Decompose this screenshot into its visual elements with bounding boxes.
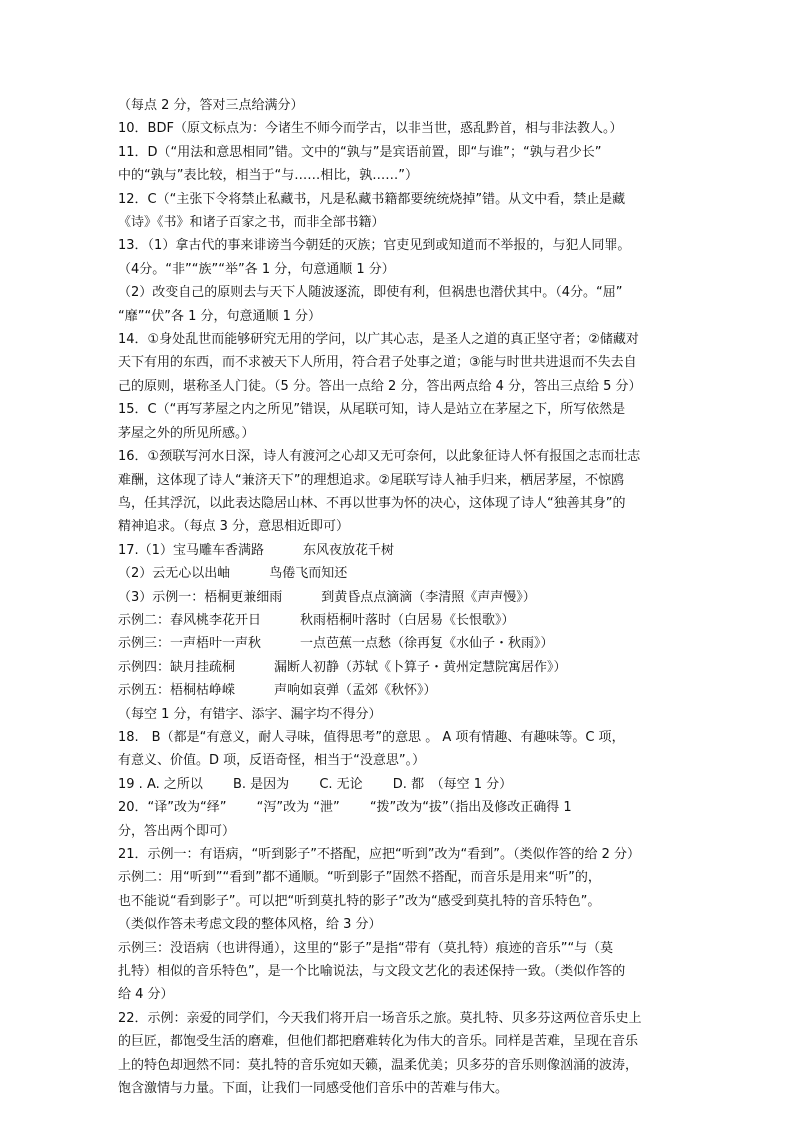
text-line: 天下有用的东西，而不求被天下人所用，符合君子处事之道；③能与时世共进退而不失去自 — [118, 355, 637, 371]
text-line: 的巨匠，都饱受生活的磨难，但他们都把磨难转化为伟大的音乐。同样是苦难，呈现在音乐 — [118, 1034, 639, 1050]
text-line: 精神追求。（每点 3 分，意思相近即可） — [118, 519, 350, 535]
answer-21: 21．示例一：有语病，“听到影子”不搭配，应把“听到”改为“看到”。（类似作答的给 2 分） — [118, 847, 640, 862]
text-line: （类似作答未考虑文段的整体风格，给 3 分） — [118, 917, 382, 933]
text-line: 上的特色却迥然不同：莫扎特的音乐宛如天籁，温柔优美；贝多芬的音乐则像汹涌的波涛， — [118, 1057, 639, 1073]
answer-12: 12．C（“主张下令将禁止私藏书，凡是私藏书籍都要统统烧掉”错。从文中看，禁止是藏 — [118, 191, 626, 207]
text-line: 示例三：一声梧叶一声秋 一点芭蕉一点愁（徐再复《水仙子・秋雨》） — [118, 636, 554, 652]
answer-17: 17.（1）宝马雕车香满路 东风夜放花千树 — [118, 542, 394, 558]
answer-14: 14．①身处乱世而能够研究无用的学问，以广其心志，是圣人之道的真正坚守者；②储藏对 — [118, 332, 639, 348]
answer-18: 18. B（都是“有意义，耐人寻味，值得思考”的意思 。 A 项有情趣、有趣味等。C 项， — [118, 729, 625, 745]
text-line: 鸟，任其浮沉，以此表达隐居山林、不再以世事为怀的决心，这体现了诗人“独善其身”的 — [118, 495, 626, 511]
text-line: （2）云无心以出岫 鸟倦飞而知还 — [118, 566, 348, 582]
text-line: （4分。“非”“族”“举”各 1 分，句意通顺 1 分） — [118, 261, 395, 277]
text-line: 难酬，这体现了诗人“兼济天下”的理想追求。②尾联写诗人袖手归来，栖居茅屋，不惊鸥 — [118, 472, 625, 488]
text-line: 有意义、价值。D 项，反语奇怪，相当于“没意思”。） — [118, 753, 426, 769]
text-line: （2）改变自己的原则去与天下人随波逐流，即使有利，但祸患也潜伏其中。（4分。“屈” — [118, 285, 623, 301]
text-line: 给 4 分） — [118, 987, 174, 1003]
text-line: 也不能说“看到影子”。可以把“听到莫扎特的影子”改为“感受到莫扎特的音乐特色”。 — [118, 893, 601, 909]
text-line: 饱含激情与力量。下面，让我们一同感受他们音乐中的苦难与伟大。 — [118, 1081, 509, 1097]
answer-15: 15．C（“再写茅屋之内之所见”错误，从尾联可知，诗人是站立在茅屋之下，所写依然是 — [118, 402, 626, 418]
text-line: 茅屋之外的所见所感。） — [118, 425, 255, 441]
answer-22: 22．示例：亲爱的同学们，今天我们将开启一场音乐之旅。莫扎特、贝多芬这两位音乐史上 — [118, 1010, 642, 1026]
text-line: （每点 2 分，答对三点给满分） — [118, 98, 304, 113]
text-line: 示例五：梧桐枯峥嵘 声响如哀弹（孟郊《秋怀》） — [118, 683, 437, 699]
text-line: 《诗》《书》和诸子百家之书，而非全部书籍） — [118, 215, 385, 231]
text-line: 分，答出两个即可） — [118, 823, 236, 839]
answer-13: 13．（1）拿古代的事来诽谤当今朝廷的灭族；官吏见到或知道而不举报的，与犯人同罪。 — [118, 238, 631, 254]
text-line: 示例四：缺月挂疏桐 漏断人初静（苏轼《卜算子・黄州定慧院寓居作》） — [118, 659, 567, 675]
text-line: （每空 1 分，有错字、添字、漏字均不得分） — [118, 706, 382, 722]
text-line: 示例三：没语病（也讲得通），这里的“影子”是指“带有（莫扎特）痕迹的音乐”“与（莫 — [118, 940, 614, 956]
text-line: 中的“孰与”表比较，相当于“与……相比，孰……”） — [118, 168, 418, 184]
text-line: 示例二：春风桃李花开日 秋雨梧桐叶落时（白居易《长恨歌》） — [118, 612, 515, 628]
text-line: 己的原则，堪称圣人门徒。（5 分。答出一点给 2 分，答出两点给 4 分，答出三点给 5 分） — [118, 378, 642, 394]
answer-key-page — [118, 94, 682, 1100]
answer-19: 19 . A. 之所以 B. 是因为 C. 无论 D. 都 （每空 1 分） — [118, 776, 513, 792]
answer-10: 10．BDF（原文标点为：今诸生不师今而学古，以非当世，惑乱黔首，相与非法教人。） — [118, 121, 623, 137]
text-line: 扎特）相似的音乐特色”，是一个比喻说法，与文段文艺化的表述保持一致。（类似作答的 — [118, 964, 626, 980]
answer-16: 16．①颈联写河水日深，诗人有渡河之心却又无可奈何，以此象征诗人怀有报国之志而壮志 — [118, 449, 641, 465]
answer-20: 20．“译”改为“绎” “泻”改为 “泄” “拨”改为“拔”（指出及修改正确得 1 — [118, 800, 572, 816]
answer-11: 11．D（“用法和意思相同”错。文中的“孰与”是宾语前置，即“与谁”；“孰与君少长” — [118, 144, 602, 160]
text-line: 示例二：用“听到”“看到”都不通顺。“听到影子”固然不搭配，而音乐是用来“听”的， — [118, 870, 601, 886]
text-line: （3）示例一：梧桐更兼细雨 到黄昏点点滴滴（李清照《声声慢》） — [118, 589, 536, 605]
text-line: “靡”“伏”各 1 分，句意通顺 1 分） — [118, 308, 322, 324]
